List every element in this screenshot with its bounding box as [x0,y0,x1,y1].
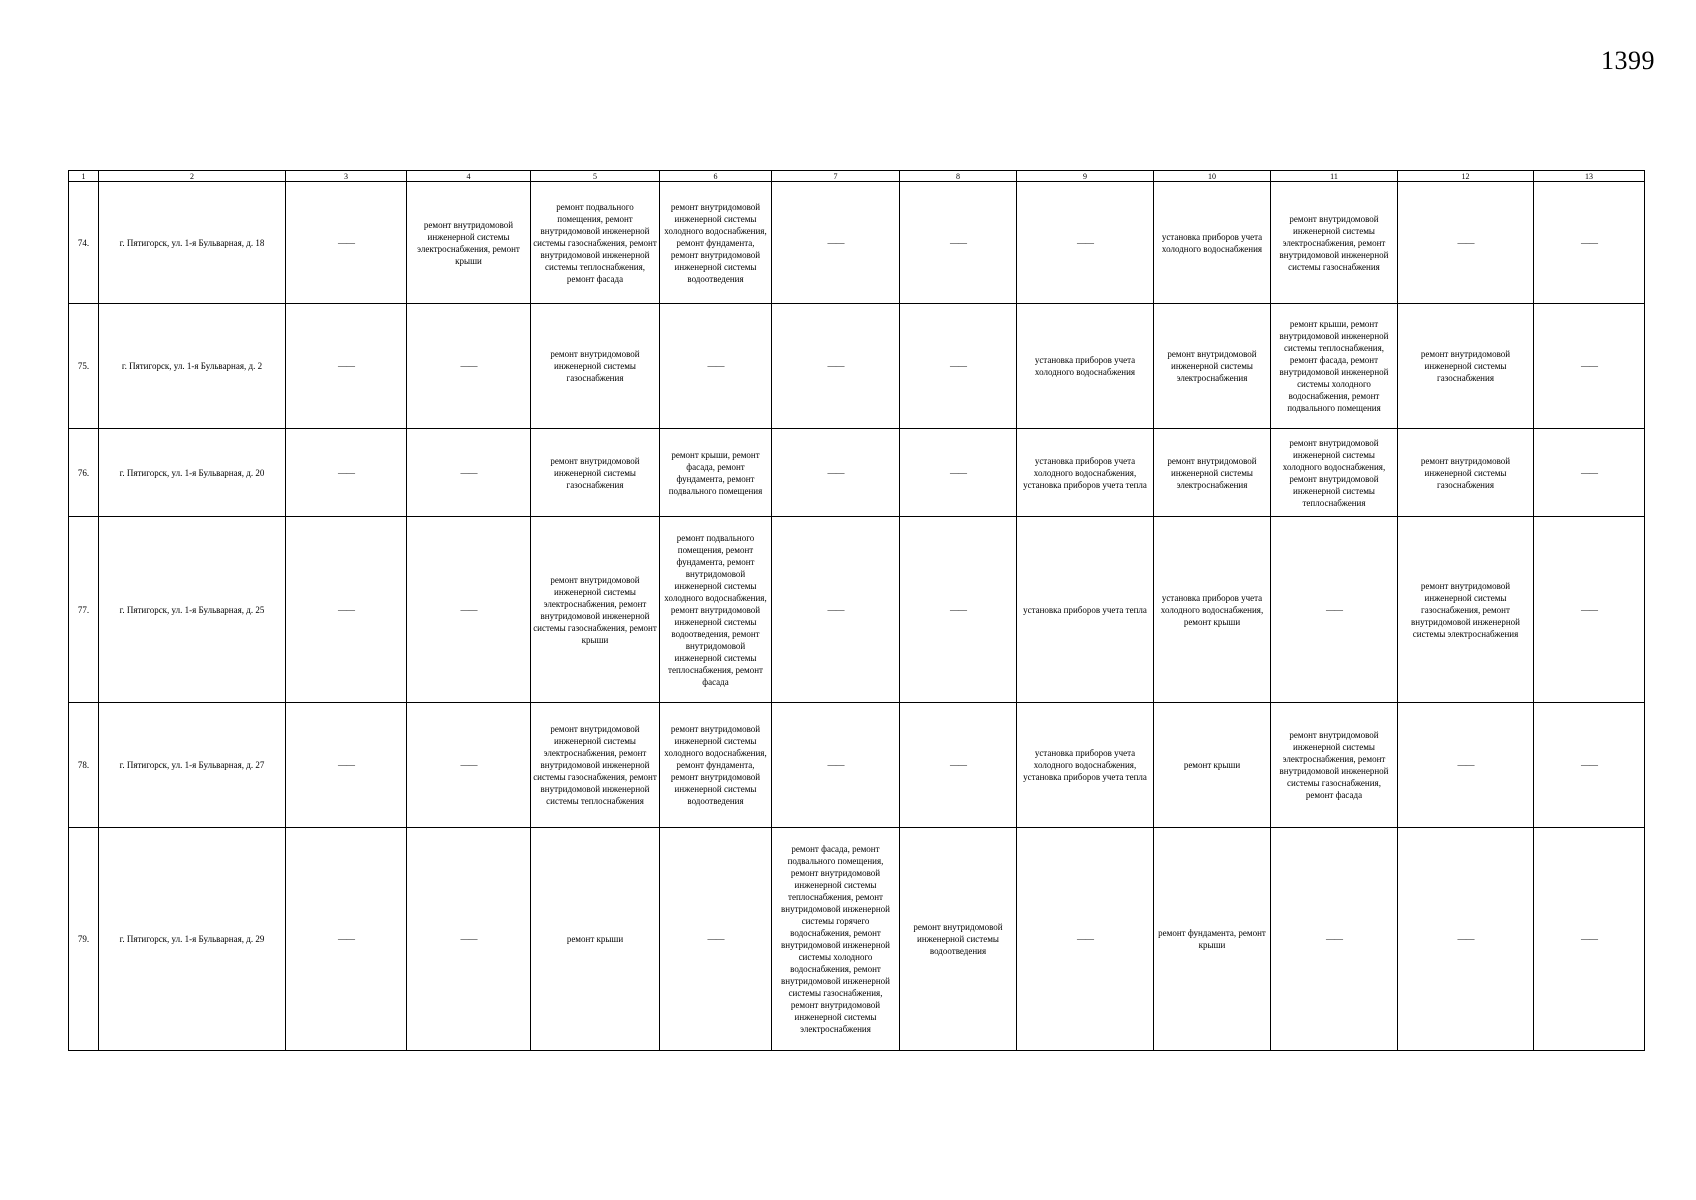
address-cell: г. Пятигорск, ул. 1-я Бульварная, д. 29 [99,828,286,1051]
table-cell: ремонт крыши [531,828,660,1051]
row-number: 79. [69,828,99,1051]
table-cell: —— [900,182,1017,304]
table-cell: —— [407,703,531,828]
table-cell: ремонт крыши, ремонт фасада, ремонт фундамента, ремонт подвального помещения [660,429,772,517]
table-cell: —— [1534,703,1645,828]
column-header: 5 [531,171,660,182]
row-number: 75. [69,304,99,429]
table-cell: ремонт крыши, ремонт внутридомовой инженерной системы теплоснабжения, ремонт фасада, ремонт внутридомовой инженерной системы холодного водоснабжения, ремонт подвального помещения [1271,304,1398,429]
table-cell: установка приборов учета тепла [1017,517,1154,703]
table-cell: —— [772,304,900,429]
table-cell: —— [772,429,900,517]
column-header: 7 [772,171,900,182]
column-header: 8 [900,171,1017,182]
table-cell: —— [407,828,531,1051]
table-cell: —— [660,304,772,429]
table-cell: —— [1017,828,1154,1051]
table-row [69,304,1645,429]
table-cell: —— [772,182,900,304]
table-cell: ремонт внутридомовой инженерной системы электроснабжения, ремонт внутридомовой инженерной системы газоснабжения [1271,182,1398,304]
table-cell: ремонт внутридомовой инженерной системы холодного водоснабжения, ремонт фундамента, ремонт внутридомовой инженерной системы водоотведения [660,703,772,828]
table-cell: установка приборов учета холодного водоснабжения, установка приборов учета тепла [1017,703,1154,828]
address-cell: г. Пятигорск, ул. 1-я Бульварная, д. 18 [99,182,286,304]
table-row [69,429,1645,517]
table-cell: —— [286,703,407,828]
row-number: 74. [69,182,99,304]
table-cell: —— [1017,182,1154,304]
table-cell: установка приборов учета холодного водоснабжения, ремонт крыши [1154,517,1271,703]
table-cell: —— [286,304,407,429]
repair-schedule-table [68,170,1645,1051]
table-cell: —— [772,703,900,828]
column-header: 1 [69,171,99,182]
table-cell: —— [1534,182,1645,304]
column-header: 13 [1534,171,1645,182]
table-cell: ремонт внутридомовой инженерной системы электроснабжения, ремонт крыши [407,182,531,304]
table-cell: ремонт внутридомовой инженерной системы водоотведения [900,828,1017,1051]
table-cell: —— [286,517,407,703]
table-cell: ремонт внутридомовой инженерной системы газоснабжения [531,429,660,517]
row-number: 77. [69,517,99,703]
table-row [69,703,1645,828]
column-header: 6 [660,171,772,182]
table-cell: ремонт внутридомовой инженерной системы электроснабжения [1154,304,1271,429]
table-cell: установка приборов учета холодного водоснабжения [1017,304,1154,429]
table-cell: ремонт внутридомовой инженерной системы электроснабжения, ремонт внутридомовой инженерной системы газоснабжения, ремонт крыши [531,517,660,703]
address-cell: г. Пятигорск, ул. 1-я Бульварная, д. 2 [99,304,286,429]
table-cell: установка приборов учета холодного водоснабжения [1154,182,1271,304]
table-cell: ремонт внутридомовой инженерной системы холодного водоснабжения, ремонт фундамента, ремонт внутридомовой инженерной системы водоотведения [660,182,772,304]
table-cell: ремонт подвального помещения, ремонт внутридомовой инженерной системы газоснабжения, ремонт внутридомовой инженерной системы теплоснабжения, ремонт фасада [531,182,660,304]
table-cell: —— [407,304,531,429]
table-cell: —— [660,828,772,1051]
column-header: 12 [1398,171,1534,182]
table-cell: ремонт крыши [1154,703,1271,828]
table-cell: —— [900,703,1017,828]
column-header: 2 [99,171,286,182]
table-cell: ремонт внутридомовой инженерной системы газоснабжения [1398,304,1534,429]
table-row [69,517,1645,703]
table-cell: ремонт внутридомовой инженерной системы холодного водоснабжения, ремонт внутридомовой инженерной системы теплоснабжения [1271,429,1398,517]
page-number: 1399 [1601,46,1655,75]
table-cell: —— [1271,828,1398,1051]
table-cell: —— [286,429,407,517]
table-cell: —— [1534,304,1645,429]
table-cell: ремонт внутридомовой инженерной системы газоснабжения [1398,429,1534,517]
table-cell: —— [1534,828,1645,1051]
address-cell: г. Пятигорск, ул. 1-я Бульварная, д. 27 [99,703,286,828]
column-header: 9 [1017,171,1154,182]
table-cell: —— [772,517,900,703]
table-cell: —— [900,304,1017,429]
table-cell: —— [900,517,1017,703]
table-cell: ремонт фундамента, ремонт крыши [1154,828,1271,1051]
table-cell: ремонт внутридомовой инженерной системы газоснабжения [531,304,660,429]
column-number-row [69,171,1645,182]
column-header: 3 [286,171,407,182]
table-row [69,182,1645,304]
table-cell: ремонт внутридомовой инженерной системы электроснабжения [1154,429,1271,517]
address-cell: г. Пятигорск, ул. 1-я Бульварная, д. 20 [99,429,286,517]
table-cell: установка приборов учета холодного водоснабжения, установка приборов учета тепла [1017,429,1154,517]
table-cell: —— [1398,182,1534,304]
table-cell: —— [286,182,407,304]
table-cell: ремонт внутридомовой инженерной системы электроснабжения, ремонт внутридомовой инженерной системы газоснабжения, ремонт фасада [1271,703,1398,828]
table-cell: —— [1534,517,1645,703]
table-cell: —— [407,517,531,703]
column-header: 4 [407,171,531,182]
row-number: 76. [69,429,99,517]
table-cell: ремонт внутридомовой инженерной системы газоснабжения, ремонт внутридомовой инженерной системы электроснабжения [1398,517,1534,703]
table-cell: —— [900,429,1017,517]
address-cell: г. Пятигорск, ул. 1-я Бульварная, д. 25 [99,517,286,703]
table-cell: ремонт подвального помещения, ремонт фундамента, ремонт внутридомовой инженерной системы холодного водоснабжения, ремонт внутридомовой инженерной системы водоотведения, ремонт внутридомовой инженерной системы теплоснабжения, ремонт фасада [660,517,772,703]
table-cell: —— [286,828,407,1051]
table-cell: —— [1398,828,1534,1051]
table-cell: —— [407,429,531,517]
table-cell: ремонт внутридомовой инженерной системы электроснабжения, ремонт внутридомовой инженерной системы газоснабжения, ремонт внутридомовой инженерной системы теплоснабжения [531,703,660,828]
table-cell: —— [1534,429,1645,517]
table-row [69,828,1645,1051]
table-cell: —— [1398,703,1534,828]
table-cell: —— [1271,517,1398,703]
column-header: 11 [1271,171,1398,182]
table-cell: ремонт фасада, ремонт подвального помещения, ремонт внутридомовой инженерной системы теплоснабжения, ремонт внутридомовой инженерной системы горячего водоснабжения, ремонт внутридомовой инженерной системы холодного водоснабжения, ремонт внутридомовой инженерной системы газоснабжения, ремонт внутридомовой инженерной системы электроснабжения [772,828,900,1051]
column-header: 10 [1154,171,1271,182]
row-number: 78. [69,703,99,828]
